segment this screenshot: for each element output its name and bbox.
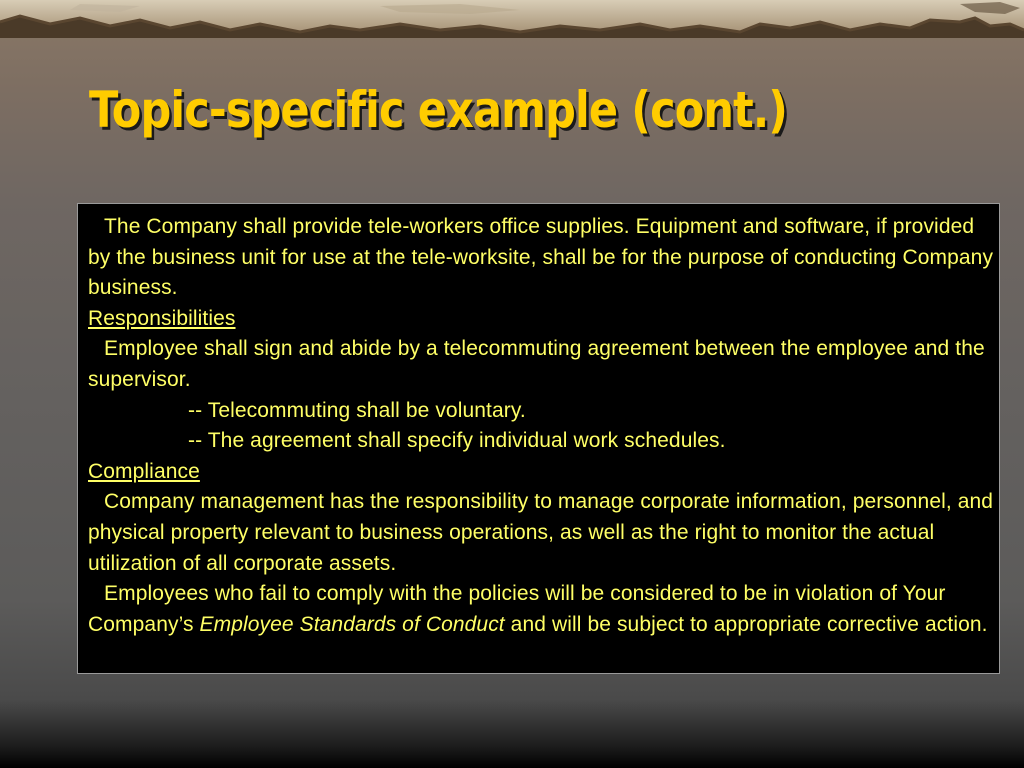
compliance-paragraph: Company management has the responsibility to manage corporate information, personnel, and physical property relevant to business operations, as well as the right to monitor the actual utilization of all corporate assets.	[88, 490, 994, 575]
intro-paragraph: The Company shall provide tele-workers office supplies. Equipment and software, if provided by the business unit for use at the tele-worksite, shall be for the purpose of conducting Company business.	[88, 215, 994, 300]
responsibilities-paragraph: Employee shall sign and abide by a telecommuting agreement between the employee and the supervisor.	[88, 337, 985, 391]
policy-text-box	[77, 203, 1000, 674]
slide-title: Topic-specific example (cont.)	[89, 81, 788, 139]
compliance-consequence-paragraph	[88, 579, 999, 640]
compliance-heading: Compliance	[88, 459, 200, 483]
responsibilities-heading: Responsibilities	[88, 306, 236, 330]
standards-of-conduct-title: Employee Standards of Conduct	[199, 612, 505, 636]
consequence-text-start: Employees who fail to comply with the policies will be considered to be in violation of Your Company’s	[88, 582, 946, 636]
responsibilities-bullet: -- Telecommuting shall be voluntary.	[188, 398, 526, 422]
decorative-top-banner	[0, 0, 1024, 38]
consequence-text-end: and will be subject to appropriate corrective action.	[504, 612, 988, 636]
responsibilities-bullet: -- The agreement shall specify individual work schedules.	[188, 429, 726, 453]
